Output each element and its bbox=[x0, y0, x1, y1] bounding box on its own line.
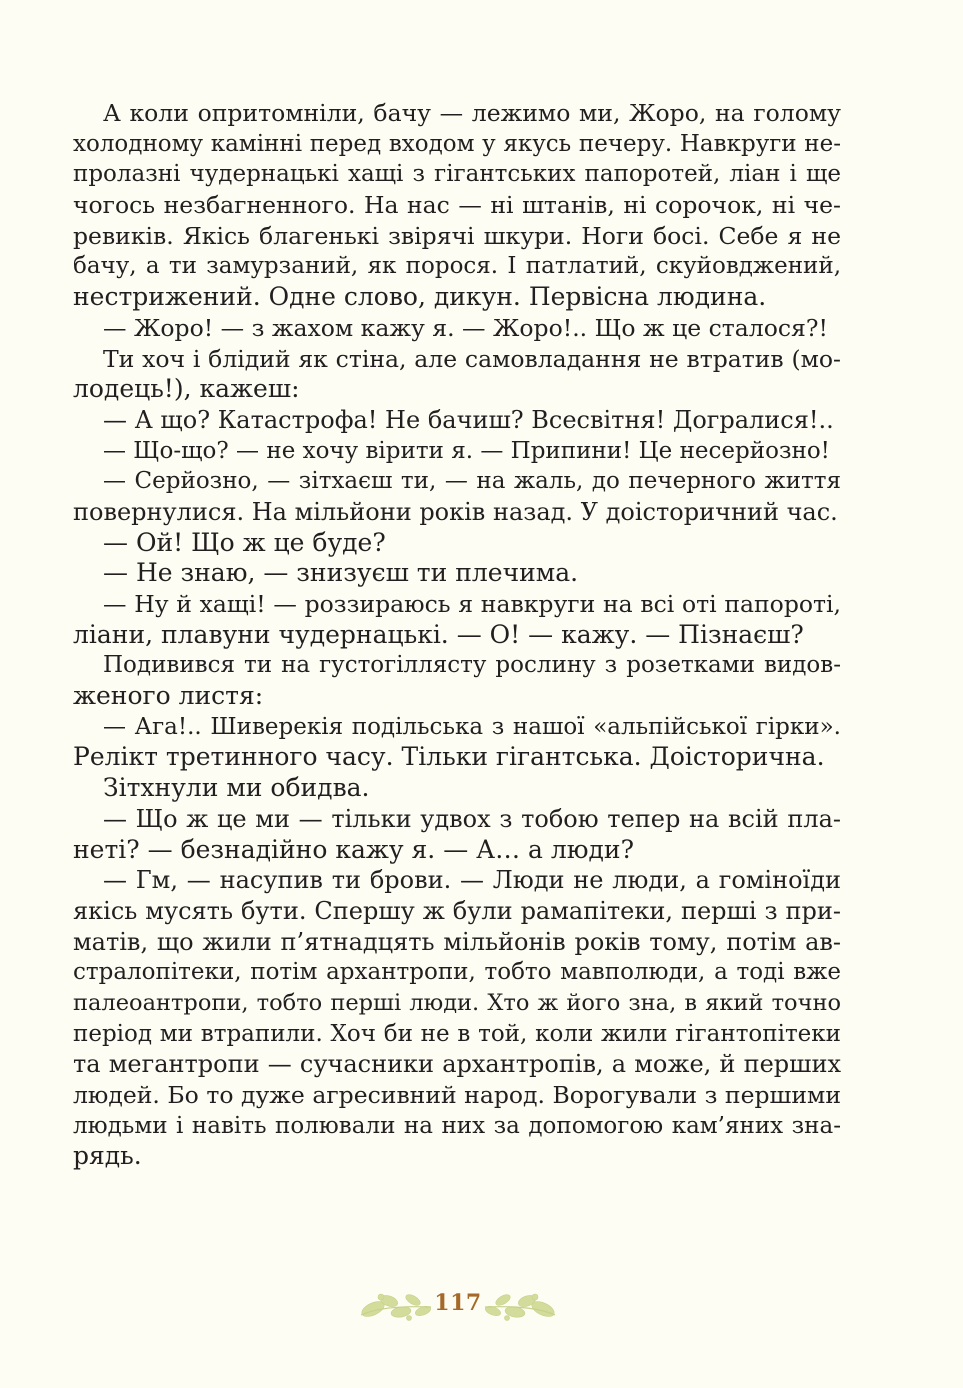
text-line: рядь. bbox=[73, 1141, 142, 1171]
text-line: людей. Бо то дуже агресивний народ. Ворогували з першими bbox=[73, 1081, 841, 1109]
text-line: — Не знаю, — знизуєш ти плечима. bbox=[103, 558, 579, 588]
text-line: А коли опритомніли, бачу — лежимо ми, Жоро, на голому bbox=[103, 99, 841, 127]
text-line: — Серйозно, — зітхаєш ти, — на жаль, до печерного життя bbox=[103, 468, 841, 495]
text-line: — Ага!.. Шиверекія подільська з нашої «альпійської гірки». bbox=[103, 713, 841, 740]
text-line: — Що-що? — не хочу вірити я. — Припини! Це несерйозно! bbox=[103, 437, 830, 464]
text-line: — Гм, — насупив ти брови. — Люди не люди, а гоміноїди bbox=[103, 866, 841, 895]
text-line: женого листя: bbox=[73, 681, 264, 711]
text-line: — Ой! Що ж це буде? bbox=[103, 527, 386, 557]
text-line: матів, що жили п’ятнадцять мільйонів років тому, потім ав- bbox=[73, 927, 841, 956]
page-footer bbox=[353, 1285, 563, 1325]
text-line: Релікт третинного часу. Тільки гігантська. Доісторична. bbox=[73, 742, 825, 772]
text-line: людьми і навіть полювали на них за допомогою кам’яних зна- bbox=[73, 1112, 841, 1139]
page-number: 117 bbox=[434, 1290, 482, 1316]
text-line: — А що? Катастрофа! Не бачиш? Всесвітня! Догралися!.. bbox=[103, 405, 834, 434]
text-line: стралопітеки, потім архантропи, тобто мавполюди, а тоді вже bbox=[73, 959, 841, 986]
text-line: нестрижений. Одне слово, дикун. Первісна людина. bbox=[73, 282, 767, 312]
text-line: палеоантропи, тобто перші люди. Хто ж його зна, в який точно bbox=[73, 989, 841, 1016]
text-line: та мегантропи — сучасники архантропів, а може, й перших bbox=[73, 1050, 841, 1079]
text-line: повернулися. На мільйони років назад. У доісторичний час. bbox=[73, 497, 838, 526]
text-line: період ми втрапили. Хоч би не в той, коли жили гігантопітеки bbox=[73, 1020, 841, 1047]
text-line: лодець!), кажеш: bbox=[73, 374, 300, 404]
text-line: Ти хоч і блідий як стіна, але самовладання не втратив (мо- bbox=[103, 344, 841, 373]
text-line: ліани, плавуни чудернацькі. — О! — кажу. — Пізнаєш? bbox=[73, 619, 804, 649]
text-line: чогось незбагненного. На нас — ні штанів, ні сорочок, ні че- bbox=[73, 191, 841, 220]
text-line: пролазні чудернацькі хащі з гігантських папоротей, ліан і ще bbox=[73, 161, 841, 188]
text-line: — Що ж це ми — тільки удвох з тобою тепер на всій пла- bbox=[103, 804, 841, 833]
text-line: — Жоро! — з жахом кажу я. — Жоро!.. Що ж це сталося?! bbox=[103, 313, 828, 342]
text-line: якісь мусять бути. Спершу ж були рамапітеки, перші з при- bbox=[73, 896, 841, 925]
text-line: холодному камінні перед входом у якусь печеру. Навкруги не- bbox=[73, 130, 841, 157]
story-text bbox=[73, 98, 841, 1172]
text-line: — Ну й хащі! — роззираюсь я навкруги на всі оті папороті, bbox=[103, 590, 841, 618]
text-line: Зітхнули ми обидва. bbox=[103, 773, 370, 803]
text-line: неті? — безнадійно кажу я. — А… а люди? bbox=[73, 834, 634, 864]
text-line: бачу, а ти замурзаний, як порося. І патлатий, скуйовджений, bbox=[73, 253, 841, 280]
text-line: Подивився ти на густогіллясту рослину з розетками видов- bbox=[103, 652, 841, 679]
text-line: ревиків. Якісь благенькі звірячі шкури. Ноги босі. Себе я не bbox=[73, 221, 841, 250]
